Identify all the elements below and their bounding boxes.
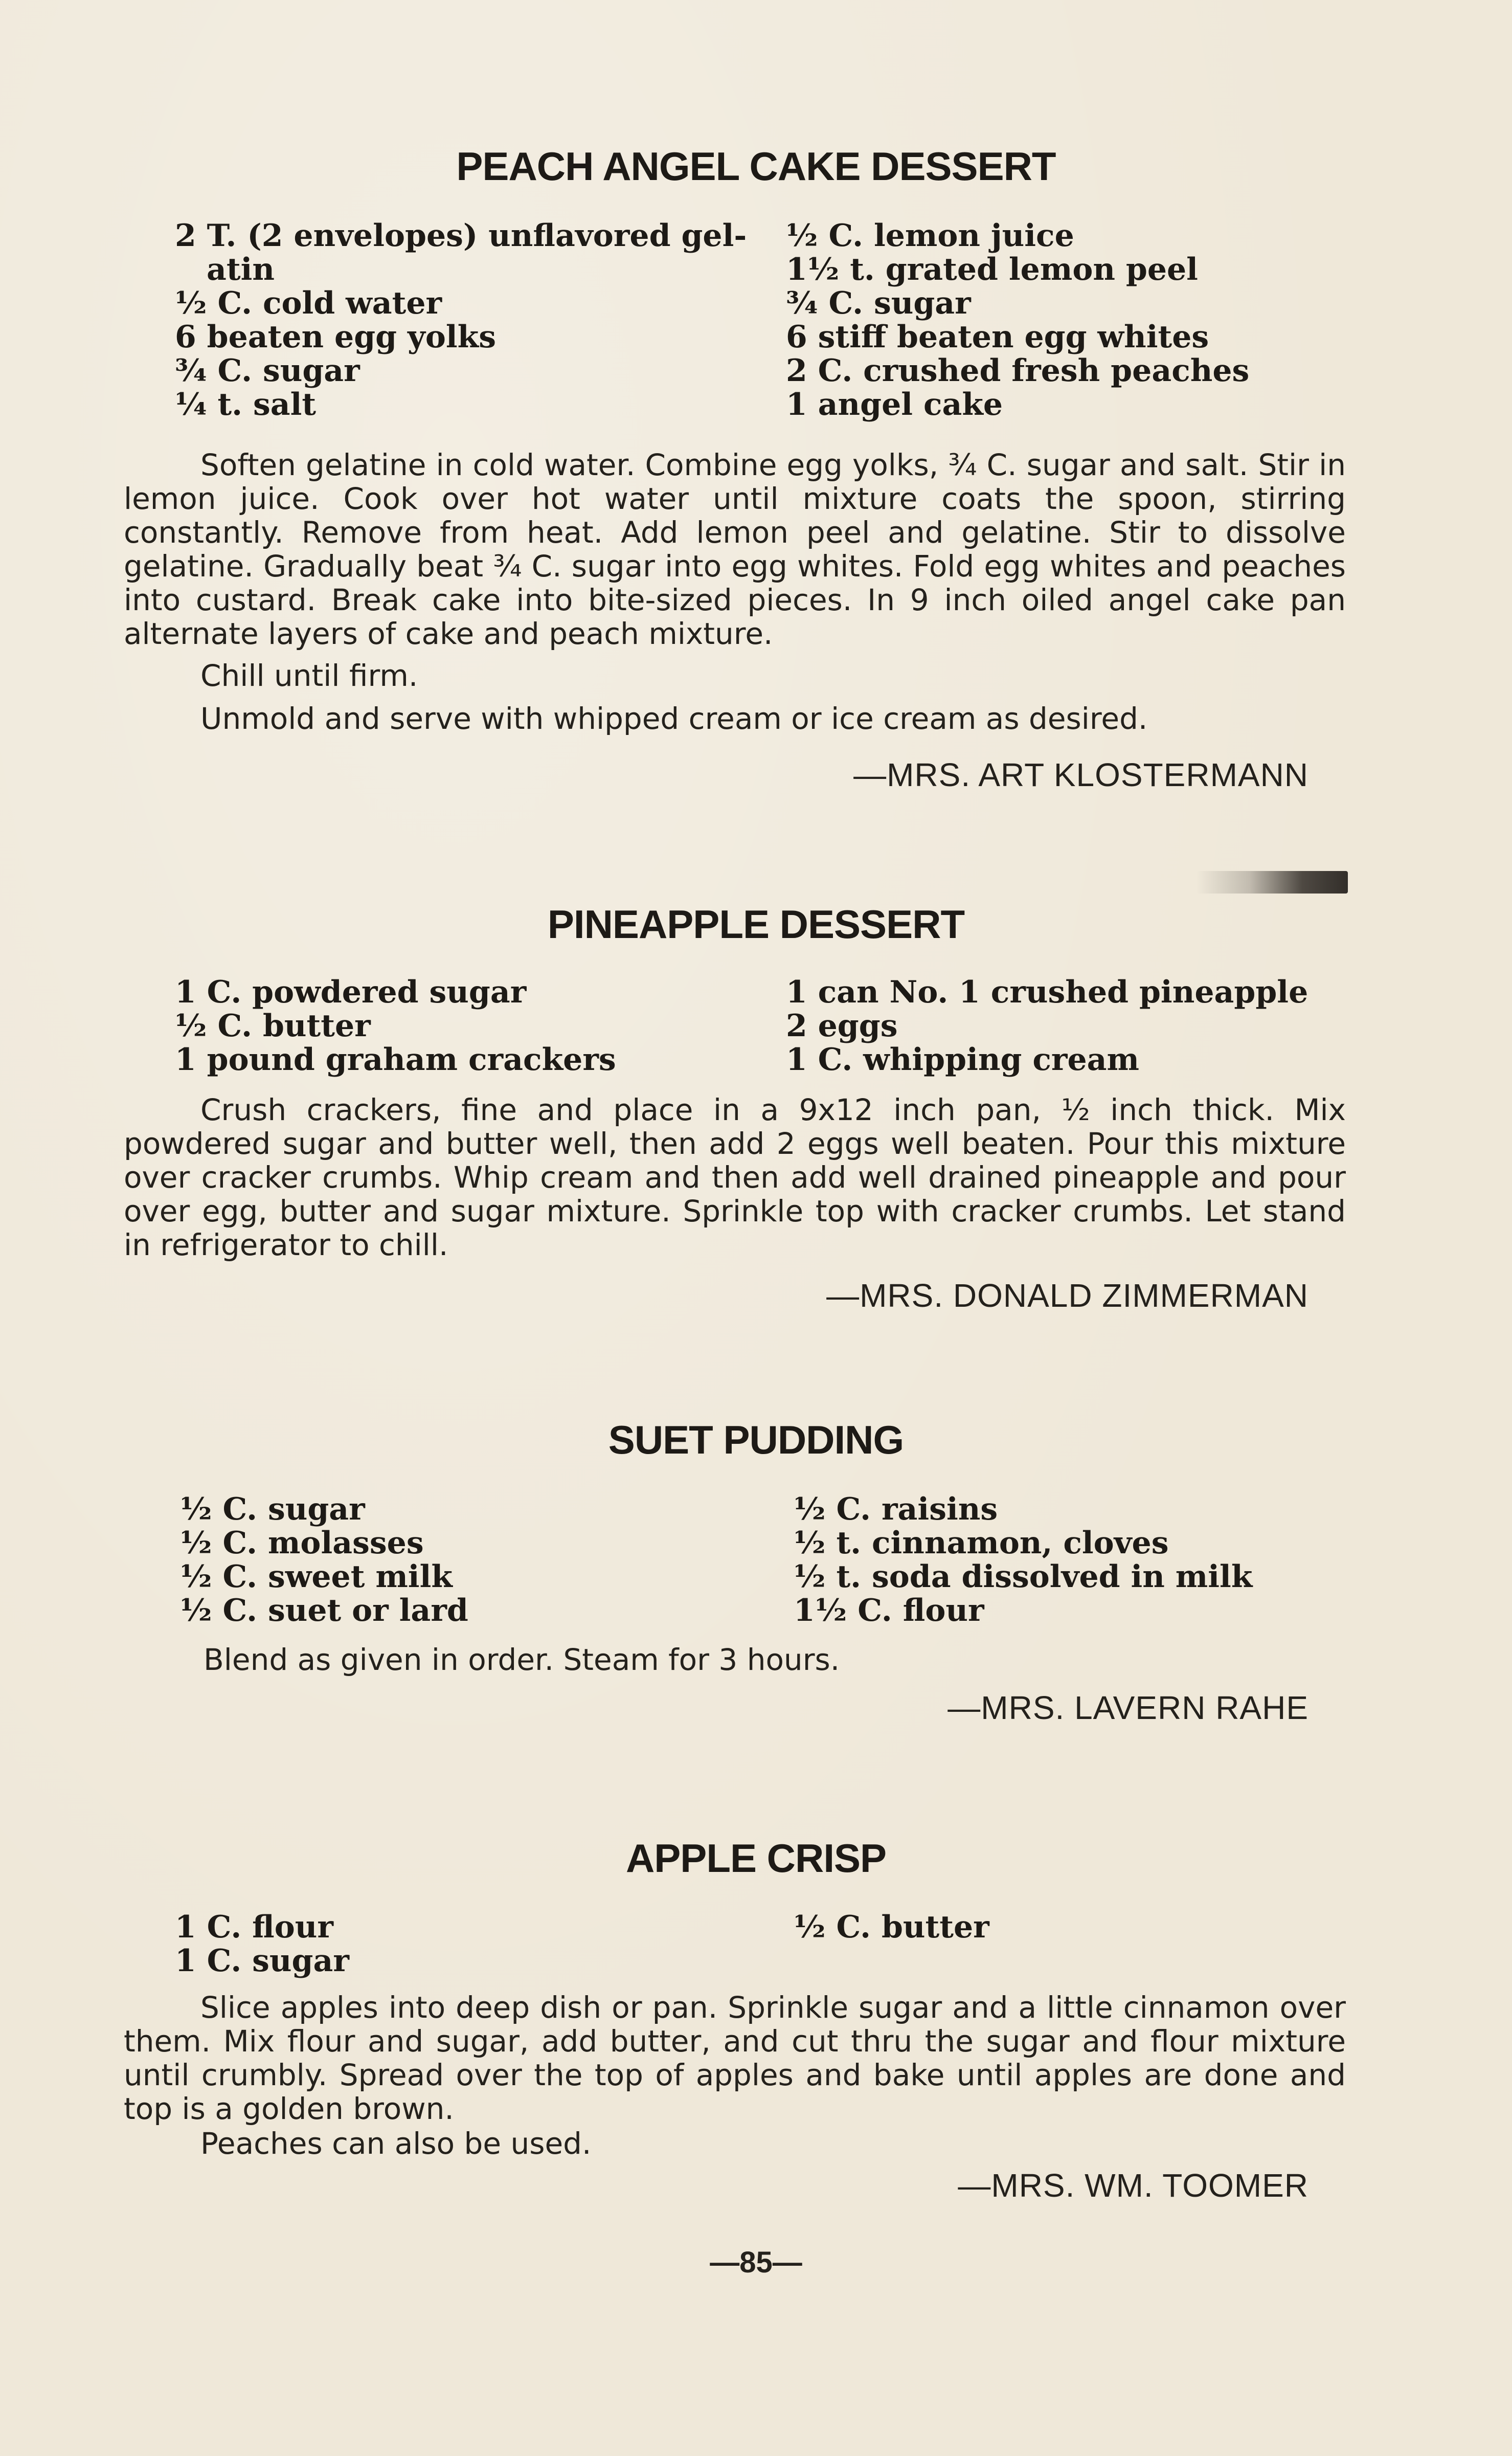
ingredient: ½ C. sweet milk [180, 1559, 453, 1595]
ingredient: ½ C. suet or lard [180, 1593, 468, 1628]
instructions-suet: Blend as given in order. Steam for 3 hours. [204, 1642, 840, 1677]
recipe-title-pineapple-dessert: PINEAPPLE DESSERT [547, 902, 965, 947]
ingredients-right-apple [794, 1910, 989, 1944]
ingredient: 1 C. whipping cream [786, 1042, 1140, 1078]
recipe-title-suet-pudding: SUET PUDDING [608, 1417, 904, 1462]
ingredient: 1 angel cake [786, 387, 1003, 422]
instructions-pineapple: Crush crackers, fine and place in a 9x12 inch pan, ½ inch thick. Mix powdered sugar and butter well, then add 2 eggs well beaten. Pour this mixture over cracker crumbs. Whip cream and then add well drained pineapple and pour over egg, butter and sugar mixture. Sprinkle top with cracker crumbs. Let stand in refrigerator to chill. [124, 1092, 1346, 1262]
note-unmold: Unmold and serve with whipped cream or ice cream as desired. [200, 701, 1148, 736]
ingredients-left-pineapple [175, 975, 616, 1077]
page-number: —85— [710, 2246, 802, 2279]
signature-klostermann: —MRS. ART KLOSTERMANN [853, 756, 1308, 793]
ingredients-right-peach [786, 219, 1249, 421]
ingredient: 1½ C. flour [794, 1593, 984, 1628]
ingredients-right-suet [794, 1492, 1252, 1627]
ingredient: 1 pound graham crackers [175, 1042, 616, 1078]
ingredient: ½ C. molasses [180, 1525, 424, 1561]
ingredient: ½ C. butter [794, 1909, 989, 1945]
ingredients-left-suet [180, 1492, 468, 1627]
ink-smudge [1197, 871, 1348, 894]
signature-rahe: —MRS. LAVERN RAHE [947, 1689, 1308, 1726]
ingredient: 2 eggs [786, 1008, 898, 1044]
ingredients-right-pineapple [786, 975, 1308, 1077]
ingredient: atin [207, 252, 275, 287]
ingredient: 6 beaten egg yolks [175, 319, 497, 355]
signature-zimmerman: —MRS. DONALD ZIMMERMAN [826, 1277, 1308, 1314]
instructions-peach: Soften gelatine in cold water. Combine egg yolks, ¾ C. sugar and salt. Stir in lemon juice. Cook over hot water until mixture coats the spoon, stirring constantly. Remove from heat. Add lemon peel and gelatine. Stir to dissolve gelatine. Gradually beat ¾ C. sugar into egg whites. Fold egg whites and peaches into custard. Break cake into bite-sized pieces. In 9 inch oiled angel cake pan alternate layers of cake and peach mixture. [124, 448, 1346, 651]
ingredient: 1½ t. grated lemon peel [786, 252, 1198, 287]
ingredient: 1 C. flour [175, 1909, 333, 1945]
ingredient: ½ t. soda dissolved in milk [794, 1559, 1253, 1595]
signature-toomer: —MRS. WM. TOOMER [958, 2167, 1308, 2204]
ingredient: ½ C. butter [175, 1008, 371, 1044]
recipe-title-peach-angel-cake: PEACH ANGEL CAKE DESSERT [456, 144, 1056, 189]
ingredient: 1 C. powdered sugar [175, 974, 527, 1010]
ingredient: 1 C. sugar [175, 1943, 349, 1979]
recipe-title-apple-crisp: APPLE CRISP [625, 1836, 887, 1881]
ingredient: ½ C. cold water [175, 285, 442, 321]
ingredient: ¼ t. salt [175, 387, 317, 422]
instructions-apple: Slice apples into deep dish or pan. Sprinkle sugar and a little cinnamon over them. Mix flour and sugar, add butter, and cut thru the sugar and flour mixture until crumbly. Spread over the top of apples and bake until apples are done and top is a golden brown. [124, 1990, 1346, 2126]
ingredient: ½ C. lemon juice [786, 218, 1074, 254]
ingredient: ½ C. sugar [180, 1491, 365, 1527]
ingredient: 1 can No. 1 crushed pineapple [786, 974, 1308, 1010]
ingredient: 6 stiff beaten egg whites [786, 319, 1209, 355]
ingredient: ½ t. cinnamon, cloves [794, 1525, 1169, 1561]
note-chill: Chill until firm. [200, 658, 418, 693]
ingredient: ¾ C. sugar [175, 353, 360, 389]
ingredients-left-apple [175, 1910, 349, 1978]
ingredient: 2 T. (2 envelopes) unflavored gel- [175, 218, 747, 254]
ingredient: 2 C. crushed fresh peaches [786, 353, 1250, 389]
note-peaches: Peaches can also be used. [200, 2126, 592, 2161]
ingredient: ¾ C. sugar [786, 285, 971, 321]
ingredients-left-peach [175, 219, 747, 421]
ingredient: ½ C. raisins [794, 1491, 998, 1527]
